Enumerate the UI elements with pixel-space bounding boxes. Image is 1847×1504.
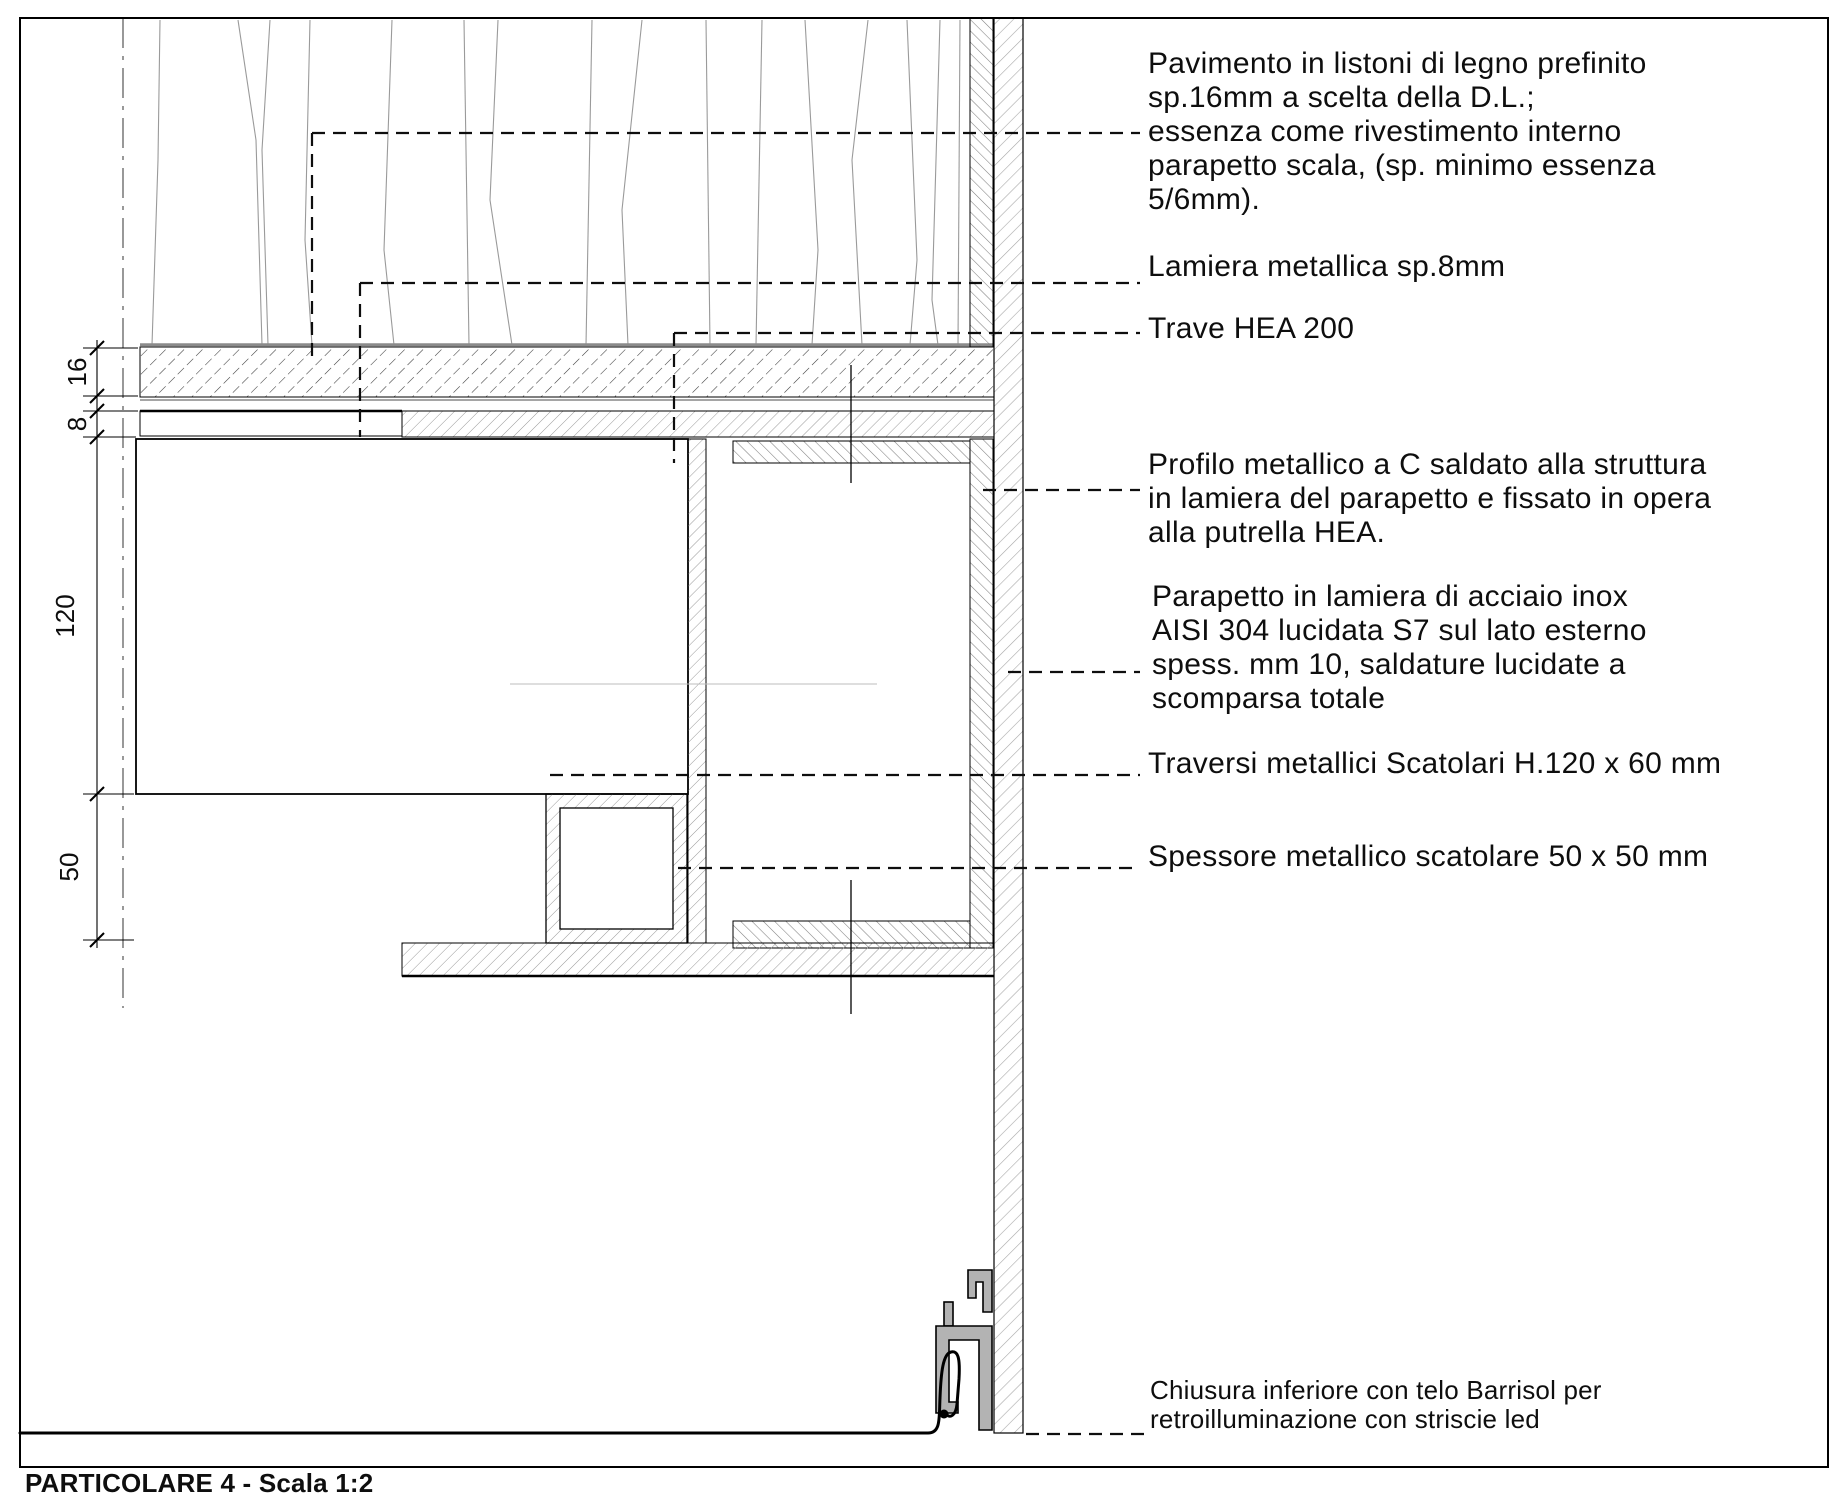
- barrisol-assembly: [20, 1270, 992, 1433]
- annotation-line: alla putrella HEA.: [1148, 516, 1386, 549]
- annotation-trave: Trave HEA 200: [1148, 312, 1355, 345]
- spacer-box-50x50: [546, 794, 687, 943]
- annotation-lamiera: Lamiera metallica sp.8mm: [1148, 250, 1506, 283]
- annotation-traversi: Traversi metallici Scatolari H.120 x 60 mm: [1148, 747, 1722, 780]
- parapet-steel-wall: [994, 18, 1023, 1433]
- annotation-line: Profilo metallico a C saldato alla struttura: [1148, 448, 1707, 481]
- annotation-line: essenza come rivestimento interno: [1148, 115, 1622, 148]
- annotation-pavimento: [1148, 47, 1656, 216]
- annotation-line: Parapetto in lamiera di acciaio inox: [1152, 580, 1629, 613]
- bottom-plate: [402, 943, 994, 976]
- annotation-line: spess. mm 10, saldature lucidate a: [1152, 648, 1626, 681]
- dim-rail: 120: [50, 594, 80, 638]
- annotation-line: sp.16mm a scelta della D.L.;: [1148, 81, 1535, 114]
- dim-floor: 16: [62, 357, 92, 387]
- barrisol-fabric: [20, 1352, 959, 1433]
- barrisol-fin: [944, 1302, 953, 1326]
- annotation-line: retroilluminazione con striscie led: [1150, 1404, 1540, 1434]
- barrisol-clip-profile: [968, 1270, 992, 1312]
- c-profile: [733, 439, 993, 948]
- annotation-chiusura: [1150, 1375, 1602, 1434]
- annotation-parapetto: [1152, 580, 1647, 715]
- dim-sheet: 8: [62, 416, 92, 432]
- dimension-labels: [50, 358, 92, 882]
- annotation-line: parapetto scala, (sp. minimo essenza: [1148, 149, 1656, 182]
- dim-spacer: 50: [54, 852, 84, 882]
- annotation-profilo: [1148, 448, 1711, 549]
- annotation-line: 5/6mm).: [1148, 183, 1261, 216]
- barrisol-fabric-harpoon: [940, 1410, 949, 1419]
- steel-sheet-8mm: [140, 411, 994, 437]
- annotation-line: Pavimento in listoni di legno prefinito: [1148, 47, 1647, 80]
- annotation-line: Chiusura inferiore con telo Barrisol per: [1150, 1375, 1602, 1405]
- floor-slab-16mm: [140, 345, 994, 400]
- annotation-line: scomparsa totale: [1152, 682, 1386, 715]
- wood-cladding: [970, 18, 993, 347]
- annotation-spessore: Spessore metallico scatolare 50 x 50 mm: [1148, 840, 1709, 873]
- annotation-line: AISI 304 lucidata S7 sul lato esterno: [1152, 614, 1647, 647]
- annotation-line: in lamiera del parapetto e fissato in opera: [1148, 482, 1712, 515]
- box-rail-120x60: [136, 439, 688, 794]
- drawing-title: PARTICOLARE 4 - Scala 1:2: [25, 1468, 374, 1498]
- wood-plank-grain: [152, 20, 960, 345]
